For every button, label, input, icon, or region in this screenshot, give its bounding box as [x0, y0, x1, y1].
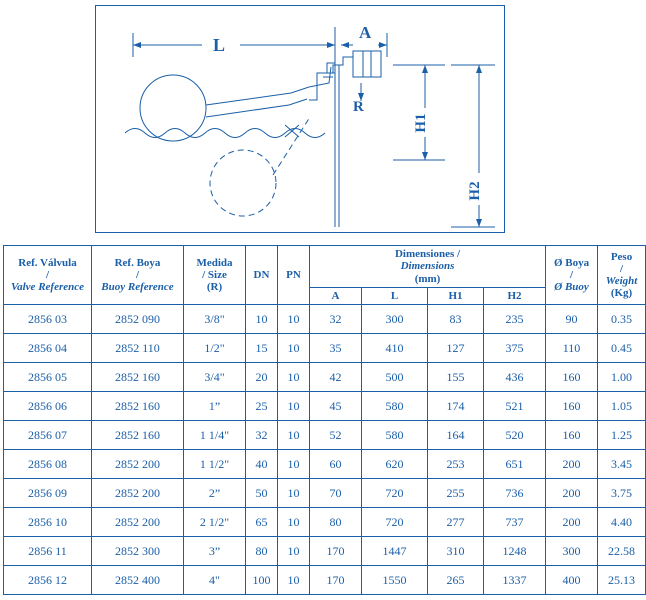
- cell-h1: 155: [428, 363, 484, 392]
- cell-valve: 2856 03: [4, 305, 92, 334]
- cell-h2: 1337: [484, 566, 546, 595]
- cell-weight: 3.45: [598, 450, 646, 479]
- cell-h2: 375: [484, 334, 546, 363]
- cell-pn: 10: [278, 508, 310, 537]
- cell-pn: 10: [278, 479, 310, 508]
- cell-dia: 110: [546, 334, 598, 363]
- cell-buoy: 2852 160: [92, 363, 184, 392]
- cell-weight: 22.58: [598, 537, 646, 566]
- cell-a: 170: [310, 566, 362, 595]
- table-body: [4, 305, 646, 595]
- cell-weight: 3.75: [598, 479, 646, 508]
- col-buoy-diameter: Ø Boya / Ø Buoy: [546, 246, 598, 305]
- cell-size: 2 1/2": [184, 508, 246, 537]
- col-pn: PN: [278, 246, 310, 305]
- cell-buoy: 2852 110: [92, 334, 184, 363]
- cell-weight: 1.25: [598, 421, 646, 450]
- cell-dn: 10: [246, 305, 278, 334]
- cell-pn: 10: [278, 537, 310, 566]
- cell-h1: 164: [428, 421, 484, 450]
- table-header-row-1: [4, 246, 646, 288]
- specifications-table-wrap: [3, 245, 638, 595]
- col-dimensions-group: Dimensiones / Dimensions (mm): [310, 246, 546, 288]
- diagram-label-a: A: [359, 23, 372, 42]
- cell-pn: 10: [278, 566, 310, 595]
- cell-h1: 255: [428, 479, 484, 508]
- cell-h1: 253: [428, 450, 484, 479]
- diagram-label-h1: H1: [413, 113, 429, 133]
- cell-l: 720: [362, 479, 428, 508]
- cell-size: 3”: [184, 537, 246, 566]
- cell-dia: 90: [546, 305, 598, 334]
- cell-buoy: 2852 160: [92, 392, 184, 421]
- cell-size: 1 1/4": [184, 421, 246, 450]
- table-header: [4, 246, 646, 305]
- diagram-label-r: R: [353, 99, 364, 115]
- cell-dn: 15: [246, 334, 278, 363]
- cell-h2: 520: [484, 421, 546, 450]
- cell-a: 35: [310, 334, 362, 363]
- cell-l: 500: [362, 363, 428, 392]
- cell-size: 3/8": [184, 305, 246, 334]
- cell-weight: 1.05: [598, 392, 646, 421]
- col-size: Medida / Size (R): [184, 246, 246, 305]
- cell-weight: 0.35: [598, 305, 646, 334]
- table-row: [4, 392, 646, 421]
- cell-dia: 200: [546, 508, 598, 537]
- cell-dn: 100: [246, 566, 278, 595]
- cell-l: 580: [362, 392, 428, 421]
- col-dim-h1: H1: [428, 287, 484, 304]
- cell-a: 45: [310, 392, 362, 421]
- cell-size: 4": [184, 566, 246, 595]
- cell-pn: 10: [278, 363, 310, 392]
- cell-size: 1”: [184, 392, 246, 421]
- cell-h1: 277: [428, 508, 484, 537]
- col-weight: Peso / Weight (Kg): [598, 246, 646, 305]
- cell-weight: 1.00: [598, 363, 646, 392]
- col-dim-h2: H2: [484, 287, 546, 304]
- diagram-area: [0, 0, 600, 240]
- cell-buoy: 2852 200: [92, 479, 184, 508]
- table-row: [4, 363, 646, 392]
- table-row: [4, 566, 646, 595]
- cell-h1: 310: [428, 537, 484, 566]
- cell-dn: 32: [246, 421, 278, 450]
- cell-h1: 265: [428, 566, 484, 595]
- cell-l: 580: [362, 421, 428, 450]
- cell-pn: 10: [278, 334, 310, 363]
- cell-h2: 1248: [484, 537, 546, 566]
- cell-buoy: 2852 200: [92, 508, 184, 537]
- cell-a: 52: [310, 421, 362, 450]
- cell-size: 1/2": [184, 334, 246, 363]
- cell-valve: 2856 07: [4, 421, 92, 450]
- cell-weight: 25.13: [598, 566, 646, 595]
- col-dim-l: L: [362, 287, 428, 304]
- table-row: [4, 508, 646, 537]
- cell-buoy: 2852 090: [92, 305, 184, 334]
- cell-valve: 2856 05: [4, 363, 92, 392]
- cell-weight: 0.45: [598, 334, 646, 363]
- table-row: [4, 334, 646, 363]
- cell-valve: 2856 08: [4, 450, 92, 479]
- col-dim-a: A: [310, 287, 362, 304]
- specifications-table: [3, 245, 646, 595]
- cell-h2: 737: [484, 508, 546, 537]
- cell-l: 720: [362, 508, 428, 537]
- cell-h2: 436: [484, 363, 546, 392]
- table-row: [4, 305, 646, 334]
- cell-a: 32: [310, 305, 362, 334]
- cell-size: 1 1/2": [184, 450, 246, 479]
- float-valve-diagram: [95, 5, 505, 233]
- cell-h1: 174: [428, 392, 484, 421]
- table-row: [4, 479, 646, 508]
- cell-h2: 521: [484, 392, 546, 421]
- cell-pn: 10: [278, 305, 310, 334]
- cell-h2: 736: [484, 479, 546, 508]
- cell-h2: 651: [484, 450, 546, 479]
- col-buoy-reference: Ref. Boya / Buoy Reference: [92, 246, 184, 305]
- cell-dia: 160: [546, 363, 598, 392]
- cell-pn: 10: [278, 450, 310, 479]
- cell-dn: 40: [246, 450, 278, 479]
- cell-dia: 300: [546, 537, 598, 566]
- cell-valve: 2856 09: [4, 479, 92, 508]
- cell-l: 300: [362, 305, 428, 334]
- cell-a: 70: [310, 479, 362, 508]
- col-valve-reference: Ref. Válvula / Valve Reference: [4, 246, 92, 305]
- cell-size: 2”: [184, 479, 246, 508]
- cell-a: 60: [310, 450, 362, 479]
- table-row: [4, 537, 646, 566]
- cell-h2: 235: [484, 305, 546, 334]
- cell-pn: 10: [278, 392, 310, 421]
- table-row: [4, 421, 646, 450]
- cell-l: 1550: [362, 566, 428, 595]
- col-dn: DN: [246, 246, 278, 305]
- cell-a: 80: [310, 508, 362, 537]
- cell-buoy: 2852 200: [92, 450, 184, 479]
- cell-weight: 4.40: [598, 508, 646, 537]
- cell-l: 620: [362, 450, 428, 479]
- cell-buoy: 2852 400: [92, 566, 184, 595]
- cell-l: 410: [362, 334, 428, 363]
- cell-dia: 160: [546, 421, 598, 450]
- cell-dia: 400: [546, 566, 598, 595]
- cell-valve: 2856 11: [4, 537, 92, 566]
- cell-h1: 83: [428, 305, 484, 334]
- cell-h1: 127: [428, 334, 484, 363]
- cell-dn: 20: [246, 363, 278, 392]
- cell-dn: 50: [246, 479, 278, 508]
- cell-dn: 25: [246, 392, 278, 421]
- cell-dn: 65: [246, 508, 278, 537]
- diagram-label-h2: H2: [467, 181, 483, 201]
- cell-valve: 2856 10: [4, 508, 92, 537]
- cell-a: 170: [310, 537, 362, 566]
- cell-buoy: 2852 160: [92, 421, 184, 450]
- cell-valve: 2856 04: [4, 334, 92, 363]
- cell-valve: 2856 12: [4, 566, 92, 595]
- cell-size: 3/4": [184, 363, 246, 392]
- cell-valve: 2856 06: [4, 392, 92, 421]
- table-row: [4, 450, 646, 479]
- cell-pn: 10: [278, 421, 310, 450]
- cell-dia: 200: [546, 450, 598, 479]
- cell-a: 42: [310, 363, 362, 392]
- cell-dn: 80: [246, 537, 278, 566]
- cell-l: 1447: [362, 537, 428, 566]
- diagram-label-l: L: [213, 35, 226, 55]
- cell-dia: 200: [546, 479, 598, 508]
- cell-dia: 160: [546, 392, 598, 421]
- cell-buoy: 2852 300: [92, 537, 184, 566]
